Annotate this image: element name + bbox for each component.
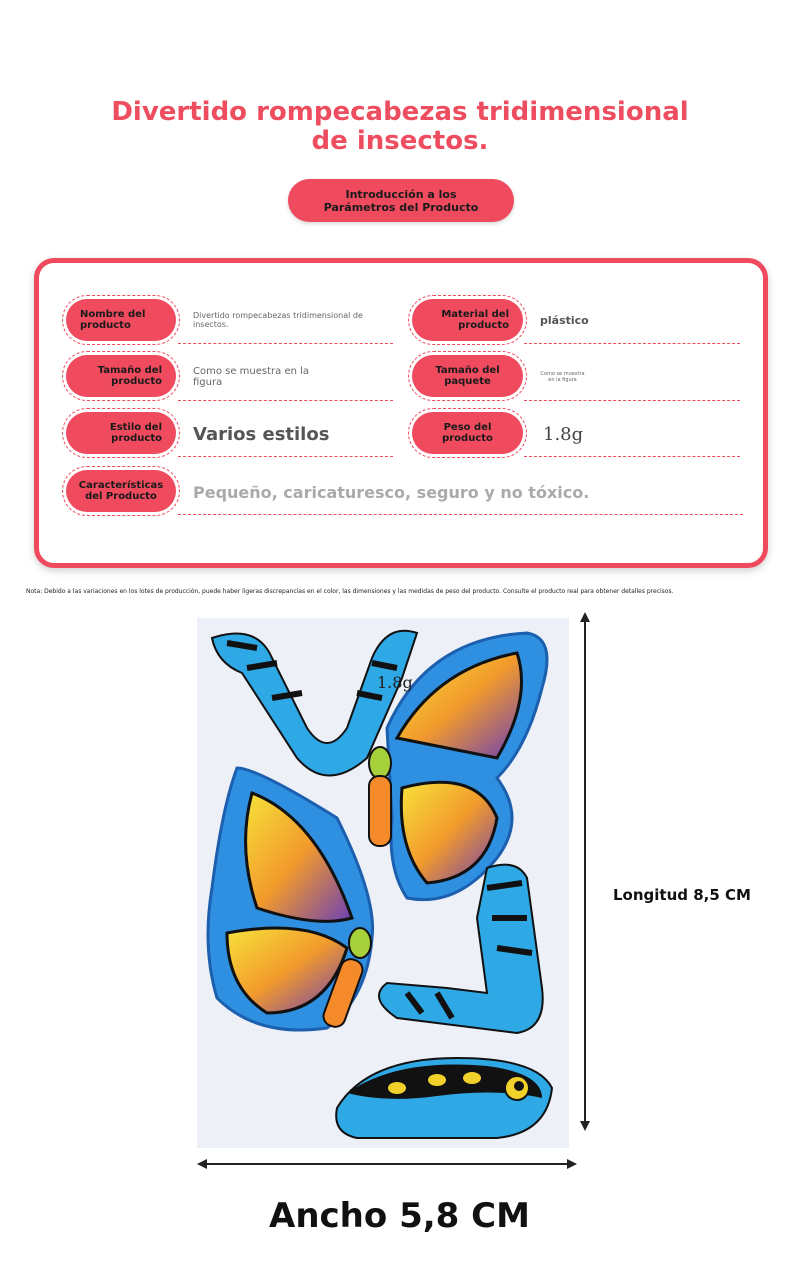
weight-value: 1.8g: [543, 424, 584, 445]
name-value: Divertido rompecabezas tridimensional de insectos.: [193, 311, 363, 329]
arrowhead-left-icon: [197, 1158, 207, 1170]
material-value: plástico: [540, 314, 589, 327]
divider: [178, 456, 393, 457]
image-overlay-text: 1.8g: [377, 673, 413, 692]
arrowhead-up-icon: [579, 612, 591, 622]
weight-label: Peso del producto: [442, 422, 493, 444]
page-title: Divertido rompecabezas tridimensional de insectos.: [111, 97, 689, 156]
divider: [524, 400, 740, 401]
divider: [524, 343, 740, 344]
package-label-pill: [412, 355, 523, 397]
name-label: Nombre del producto: [80, 309, 146, 331]
parameters-intro-label: Introducción a los Parámetros del Producto: [323, 187, 479, 214]
divider: [178, 514, 743, 515]
divider: [524, 456, 740, 457]
size-label: Tamaño del producto: [97, 365, 162, 387]
style-label-pill: [66, 412, 176, 454]
caterpillar-piece: [336, 1058, 552, 1138]
package-value: Como se muestra en la figura: [540, 371, 585, 383]
material-label-pill: [412, 299, 523, 341]
material-label: Material del producto: [441, 309, 509, 331]
style-label: Estilo del producto: [109, 422, 162, 444]
features-label: Características del Producto: [78, 480, 164, 502]
length-label: Longitud 8,5 CM: [613, 886, 751, 904]
features-value: Pequeño, caricaturesco, seguro y no tóxico.: [193, 483, 590, 502]
size-label-pill: [66, 355, 176, 397]
butterfly-piece-left: [208, 768, 373, 1030]
width-arrow: [202, 1163, 572, 1165]
package-label: Tamaño del paquete: [435, 365, 500, 387]
style-value: Varios estilos: [193, 424, 330, 445]
size-value: Como se muestra en la figura: [193, 366, 310, 388]
parameters-intro-button: [288, 179, 514, 222]
disclaimer-note: Nota: Debido a las variaciones en los lotes de producción, puede haber ligeras discrepancias en el color, las dimensiones y las medidas de peso del producto. Consulte el producto real para obtener detalles precisos.: [26, 588, 674, 595]
weight-label-pill: [412, 412, 523, 454]
divider: [178, 343, 393, 344]
divider: [178, 400, 393, 401]
name-label-pill: [66, 299, 176, 341]
puzzle-sheet-image: [197, 618, 569, 1148]
length-arrow: [584, 620, 586, 1126]
features-label-pill: [66, 470, 176, 512]
arrowhead-down-icon: [579, 1121, 591, 1131]
insect-puzzle-illustration: [197, 618, 569, 1148]
width-label: Ancho 5,8 CM: [269, 1196, 530, 1236]
arrowhead-right-icon: [567, 1158, 577, 1170]
